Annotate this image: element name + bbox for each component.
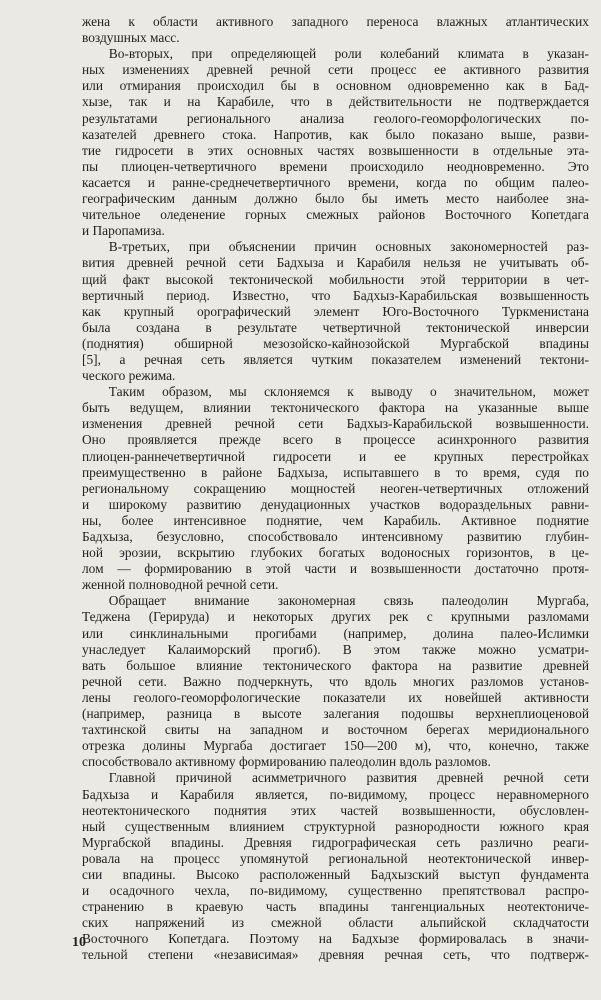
text-line: вать большое влияние тектонического фактора на развитие древней: [82, 657, 589, 673]
body-text: [82, 14, 589, 964]
text-line: ны, более интенсивное поднятие, чем Карабиль. Активное поднятие: [82, 512, 589, 528]
text-line: преимущественно в районе Бадхыза, испытавшего в то время, судя по: [82, 464, 589, 480]
text-line: сии впадины. Высоко расположенный Бадхызский выступ фундамента: [82, 866, 589, 882]
text-line: странению в краевую часть впадины тангенциальных неотектониче-: [82, 899, 589, 915]
text-line: отрезка долины Мургаба достигает 150—200 м), что, конечно, также: [82, 738, 589, 754]
text-line: и осадочного чехла, по-видимому, существенно препятствовал распро-: [82, 883, 589, 899]
text-line: изменения древней речной сети Бадхыз-Карабильской возвышенности.: [82, 416, 589, 432]
text-line: В-третьих, при объяснении причин основных закономерностей раз-: [82, 239, 589, 255]
text-line: была создана в результате четвертичной тектонической инверсии: [82, 319, 589, 335]
text-line: плиоцен-раннечетвертичной гидросети и ее крупных перестройках: [82, 448, 589, 464]
text-line: лены геолого-геоморфологические показатели их новейшей активности: [82, 689, 589, 705]
text-line: региональному сокращению мощностей неоген-четвертичных отложений: [82, 480, 589, 496]
paragraph: [82, 593, 589, 770]
text-line: вития древней речной сети Бадхыза и Карабиля нельзя не учитывать об-: [82, 255, 589, 271]
text-line: чительное оледенение горных смежных районов Восточного Копетдага: [82, 207, 589, 223]
text-line: (например, разница в высоте залегания подошвы верхнеплиоценовой: [82, 706, 589, 722]
text-line: хызе, так и на Карабиле, что в действительности не подтверждается: [82, 94, 589, 110]
text-line: тие гидросети в этих основных частях возвышенности в отдельные эта-: [82, 142, 589, 158]
text-line: способствовало активному формированию палеодолин вдоль разломов.: [82, 754, 491, 770]
text-line: или отмирания происходил бы в основном одновременно как в Бад-: [82, 78, 589, 94]
text-line: [5], а речная сеть является чутким показателем изменений тектони-: [82, 351, 589, 367]
text-line: неотектонического поднятия этих частей возвышенности, обусловлен-: [82, 802, 589, 818]
text-line: ный существенным влиянием структурной разнородности южного края: [82, 818, 589, 834]
paragraph: [82, 770, 589, 963]
text-line: пы плиоцен-четвертичного времени происходило неодновременно. Это: [82, 158, 589, 174]
text-line: ной эрозии, вскрытию глубоких богатых водоносных горизонтов, в це-: [82, 545, 589, 561]
paragraph: [82, 14, 589, 46]
text-line: Теджена (Герируда) и некоторых других рек с крупными разломами: [82, 609, 589, 625]
text-line: результатами регионального анализа геолого-геоморфологических по-: [82, 110, 589, 126]
text-line: Мургабской впадины. Древняя гидрографическая сеть различно реаги-: [82, 834, 589, 850]
text-line: лом — формированию в этой части и возвышенности достаточно протя-: [82, 561, 589, 577]
text-line: речной сети. Важно подчеркнуть, что вдоль многих разломов установ-: [82, 673, 589, 689]
text-line: касается и ранне-среднечетвертичного времени, когда по общим палео-: [82, 174, 589, 190]
text-line: вертичный период. Известно, что Бадхыз-Карабильская возвышенность: [82, 287, 589, 303]
text-line: Таким образом, мы склоняемся к выводу о значительном, может: [82, 384, 589, 400]
text-line: Главной причиной асимметричного развития древней речной сети: [82, 770, 589, 786]
text-line: Бадхыза, безусловно, способствовало интенсивному развитию глубин-: [82, 529, 589, 544]
paragraph: [82, 46, 589, 239]
text-line: географическим данным должно было бы иметь место наиболее зна-: [82, 191, 589, 207]
text-line: ных изменениях древней речной сети процесс ее активного развития: [82, 62, 589, 78]
text-line: воздушных масс.: [82, 30, 180, 46]
text-line: казателей древнего стока. Напротив, как было показано выше, разви-: [82, 126, 589, 142]
text-line: женной полноводной речной сети.: [82, 577, 279, 593]
text-line: тахтинской свиты на западном и восточном берегах меридионального: [82, 722, 589, 738]
text-line: ских напряжений из смежной области альпийской складчатости: [82, 915, 589, 931]
text-line: как крупный орографический элемент Юго-Восточного Туркменистана: [82, 303, 589, 319]
text-line: тельной степени «независимая» древняя речная сеть, что подтверж-: [82, 947, 589, 963]
text-line: Обращает внимание закономерная связь палеодолин Мургаба,: [82, 593, 589, 609]
paragraph: [82, 384, 589, 593]
text-line: Восточного Копетдага. Поэтому на Бадхызе формировалась в значи-: [82, 931, 589, 947]
text-line: Бадхыза и Карабиля является, по-видимому, процесс неравномерного: [82, 786, 589, 802]
text-line: жена к области активного западного переноса влажных атлантических: [82, 14, 589, 29]
text-line: или синклинальными прогибами (например, долина палео-Ислимки: [82, 625, 589, 641]
text-line: (поднятия) обширной мезозойско-кайнозойской Мургабской впадины: [82, 335, 589, 351]
text-line: щий факт высокой тектонической мобильности этой территории в чет-: [82, 271, 589, 287]
text-line: Во-вторых, при определяющей роли колебаний климата в указан-: [82, 46, 589, 62]
text-line: и Паропамиза.: [82, 223, 165, 239]
text-line: Оно проявляется прежде всего в процессе асинхронного развития: [82, 432, 589, 448]
page-number: 10: [72, 935, 86, 950]
text-line: ческого режима.: [82, 368, 176, 384]
text-line: ровала на процесс упомянутой региональной неотектонической инвер-: [82, 850, 589, 866]
paragraph: [82, 239, 589, 384]
text-line: быть ведущем, влиянии тектонического фактора на указанные выше: [82, 400, 589, 416]
text-line: и широкому развитию денудационных участков водораздельных равни-: [82, 496, 589, 512]
text-line: унаследует Калаиморский прогиб). В этом также можно усматри-: [82, 641, 589, 657]
